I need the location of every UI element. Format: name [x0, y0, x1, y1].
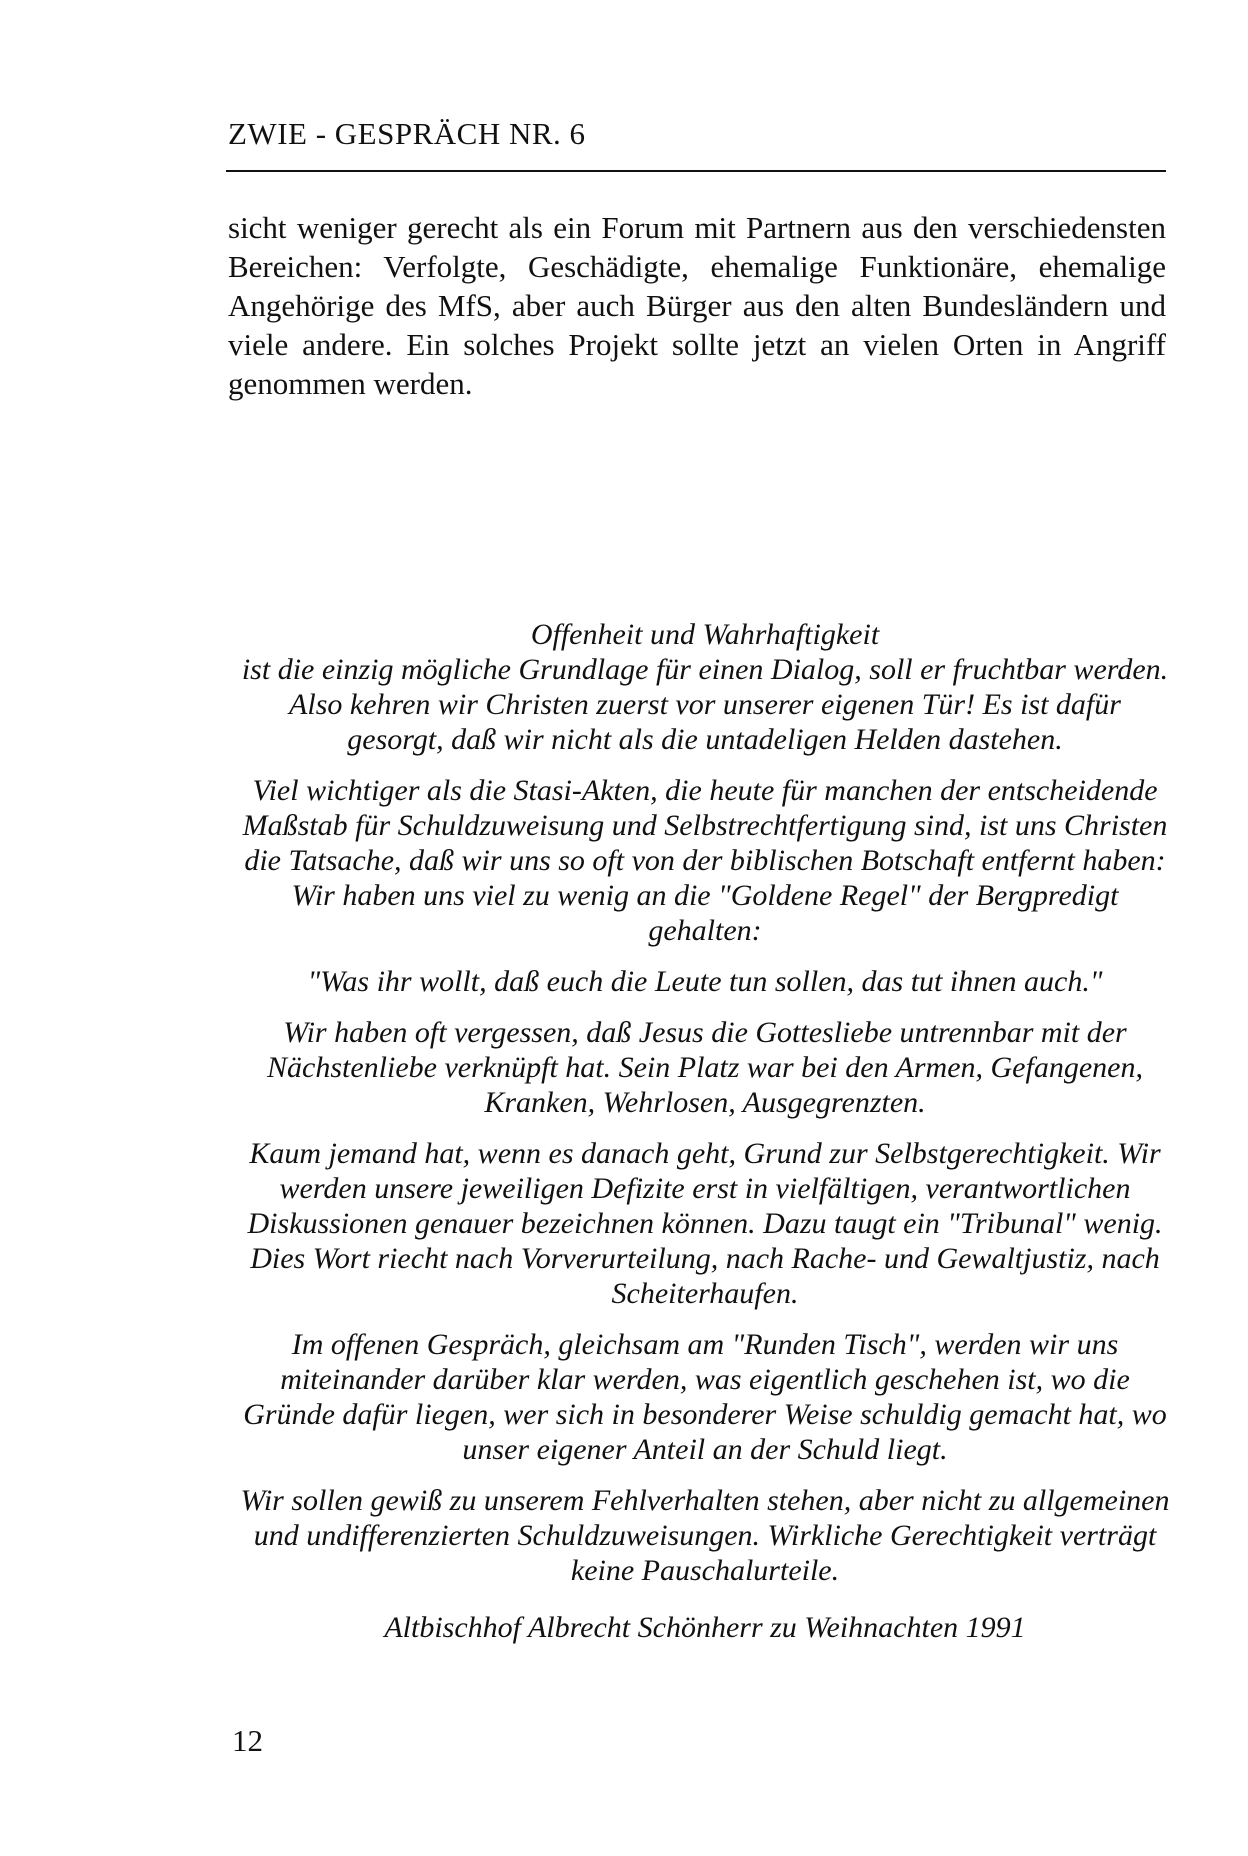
quote-paragraph-4: Wir haben oft vergessen, daß Jesus die Gottesliebe untrennbar mit der Nächstenliebe verknüpft hat. Sein Platz war bei den Armen, Gefangenen, Kranken, Wehrlosen, Ausgegrenzten. [267, 1016, 1143, 1119]
body-paragraph: sicht weniger gerecht als ein Forum mit Partnern aus den verschiedensten Bereichen: Verfolgte, Geschädigte, ehemalige Funktionäre, ehemalige Angehörige des MfS, aber auch Bürger aus den alten Bundesländern und viele andere. Ein solches Projekt sollte jetzt an vielen Orten in Angriff genommen werden. [228, 210, 1166, 401]
quote-paragraph-6: Im offenen Gespräch, gleichsam am "Runden Tisch", werden wir uns miteinander darüber klar werden, was eigentlich geschehen ist, wo die Gründe dafür liegen, wer sich in besonderer Weise schuldig gemacht hat, wo unser eigener Anteil an der Schuld liegt. [243, 1328, 1167, 1466]
header-rule [226, 170, 1166, 172]
quote-paragraph-2: Viel wichtiger als die Stasi-Akten, die heute für manchen der entscheidende Maßstab für Schuldzuweisung und Selbstrechtfertigung sind, ist uns Christen die Tatsache, daß wir uns so oft von der biblischen Botschaft entfernt haben: Wir haben uns viel zu wenig an die "Goldene Regel" der Bergpredigt gehalten: [242, 774, 1168, 947]
quote-title: Offenheit und Wahrhaftigkeit [530, 618, 880, 651]
quote-paragraph-7: Wir sollen gewiß zu unserem Fehlverhalten stehen, aber nicht zu allgemeinen und undifferenzierten Schuldzuweisungen. Wirkliche Gerechtigkeit verträgt keine Pauschalurteile. [240, 1484, 1170, 1587]
quote-paragraph-1: ist die einzig mögliche Grundlage für einen Dialog, soll er fruchtbar werden. Also kehren wir Christen zuerst vor unserer eigenen Tür! Es ist dafür gesorgt, daß wir nicht als die untadeligen Helden dastehen. [241, 653, 1169, 756]
page-header: ZWIE - GESPRÄCH NR. 6 [228, 116, 586, 151]
quote-paragraph-5: Kaum jemand hat, wenn es danach geht, Grund zur Selbstgerechtigkeit. Wir werden unsere jeweiligen Defizite erst in vielfältigen, verantwortlichen Diskussionen genauer bezeichnen können. Dazu taugt ein "Tribunal" wenig. Dies Wort riecht nach Vorverurteilung, nach Rache- und Gewaltjustiz, nach Scheiterhaufen. [247, 1137, 1163, 1310]
quote-attribution: Altbischhof Albrecht Schönherr zu Weihnachten 1991 [384, 1611, 1026, 1644]
quote-paragraph-3: "Was ihr wollt, daß euch die Leute tun sollen, das tut ihnen auch." [307, 965, 1103, 998]
page-number: 12 [232, 1723, 263, 1758]
quote-block [240, 617, 1170, 1604]
